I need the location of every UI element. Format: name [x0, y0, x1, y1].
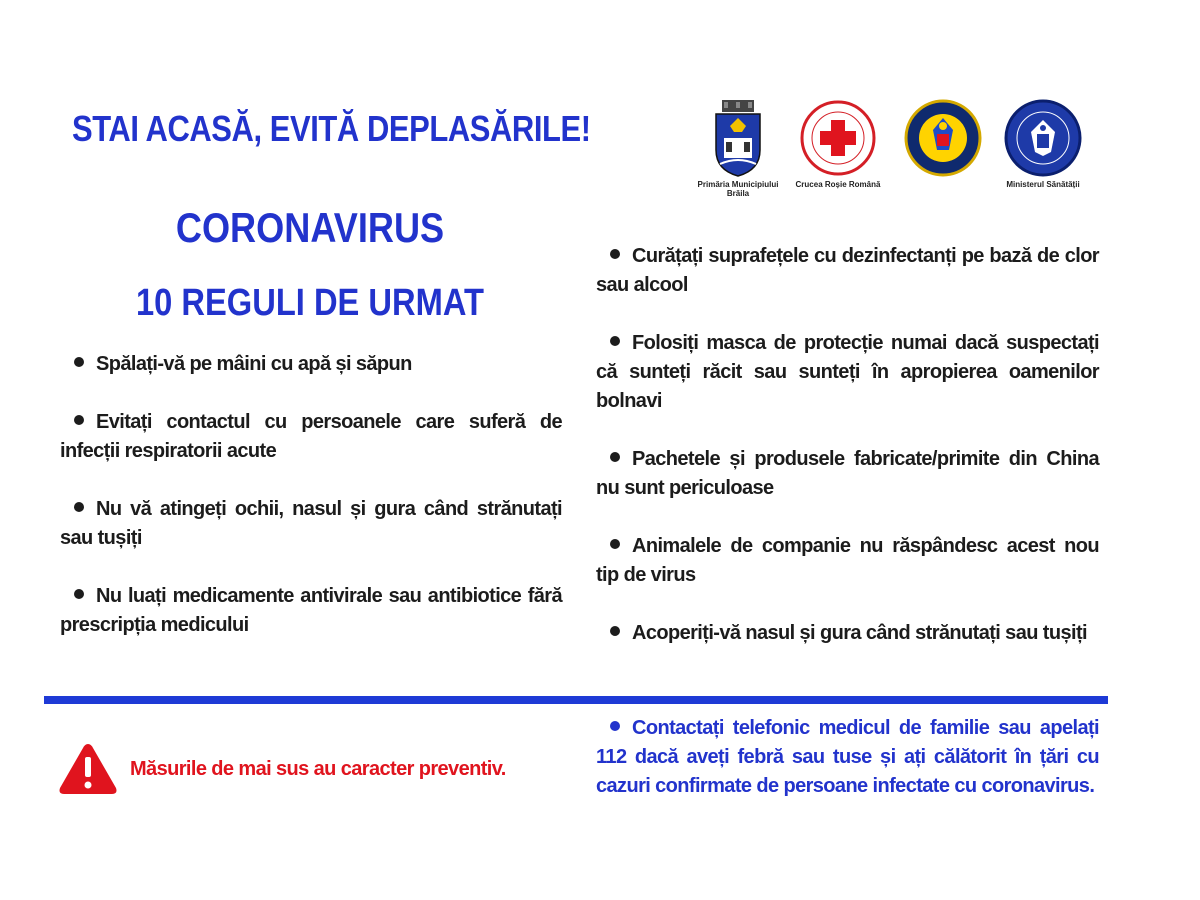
- rule-item: Acoperiți-vă nasul și gura când strănutați sau tușiți: [596, 619, 1099, 648]
- warning-icon: [58, 742, 118, 796]
- logo-government: [993, 98, 1093, 189]
- braila-coat-of-arms-icon: [708, 98, 768, 178]
- rules-list-left: [60, 350, 562, 669]
- bullet-icon: [610, 249, 620, 259]
- bullet-icon: [74, 415, 84, 425]
- bullet-icon: [610, 336, 620, 346]
- logo-red-cross: [788, 98, 888, 189]
- rule-item: Nu luați medicamente antivirale sau antibiotice fără prescripția medicului: [60, 585, 562, 636]
- logo-emergency: [893, 98, 993, 180]
- logo-braila: [688, 98, 788, 198]
- logo-government-caption: Ministerul Sănătății: [1006, 180, 1080, 189]
- bullet-icon: [74, 502, 84, 512]
- rule-item: Curățați suprafețele cu dezinfectanți pe bază de clor sau alcool: [596, 245, 1099, 296]
- rule-item: Pachetele și produsele fabricate/primite din China nu sunt periculoase: [596, 448, 1099, 499]
- red-cross-emblem-icon: [798, 98, 878, 178]
- romanian-government-emblem-icon: [1003, 98, 1083, 178]
- partner-logos: [688, 98, 1098, 208]
- contact-text: Contactați telefonic medicul de familie sau apelați 112 dacă aveți febră sau tuse și ați călătorit în țări cu cazuri confirmate de persoane infectate cu coronavirus.: [596, 717, 1099, 797]
- logo-braila-caption: Primăria Municipiului Brăila: [697, 180, 779, 198]
- bullet-icon: [74, 589, 84, 599]
- rule-item: Animalele de companie nu răspândesc acest nou tip de virus: [596, 535, 1099, 586]
- bullet-icon: [610, 721, 620, 731]
- section-divider: [44, 696, 1108, 704]
- warning-notice: [58, 738, 578, 804]
- logo-red-cross-caption: Crucea Roșie Română: [795, 180, 881, 189]
- subtitle: CORONAVIRUS: [175, 204, 445, 251]
- rule-item: Evitați contactul cu persoanele care suferă de infecții respiratorii acute: [60, 411, 562, 462]
- contact-instructions: [596, 714, 1099, 801]
- rules-list-right: [596, 242, 1099, 677]
- rule-item: Spălați-vă pe mâini cu apă și săpun: [60, 350, 562, 379]
- bullet-icon: [610, 626, 620, 636]
- emergency-situations-emblem-icon: [903, 98, 983, 178]
- rule-item: Nu vă atingeți ochii, nasul și gura când strănutați sau tușiți: [60, 498, 562, 549]
- rule-item: Folosiți masca de protecție numai dacă suspectați că sunteți răcit sau sunteți în apropierea oamenilor bolnavi: [596, 332, 1099, 412]
- page-title: STAI ACASĂ, EVITĂ DEPLASĂRILE!: [72, 108, 591, 149]
- warning-text: Măsurile de mai sus au caracter preventiv.: [130, 758, 506, 780]
- rules-heading: 10 REGULI DE URMAT: [135, 282, 485, 324]
- bullet-icon: [610, 452, 620, 462]
- bullet-icon: [74, 357, 84, 367]
- bullet-icon: [610, 539, 620, 549]
